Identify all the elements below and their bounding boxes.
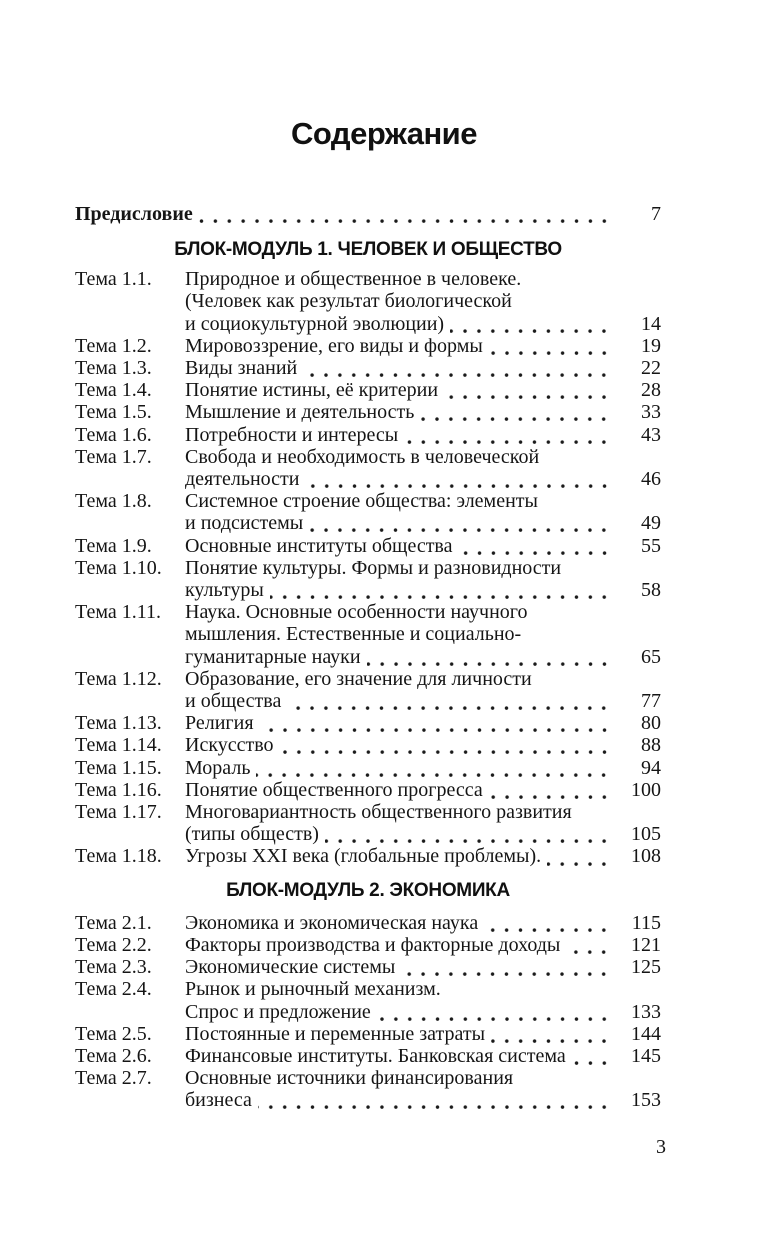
entry-label: Тема 1.13. <box>75 712 162 735</box>
dot-leader <box>306 468 614 490</box>
entry-title-text: Мораль <box>185 756 251 779</box>
toc-entry <box>75 934 661 956</box>
entry-body <box>185 379 661 401</box>
entry-title-text: Спрос и предложение <box>185 1000 371 1023</box>
entry-label: Тема 1.17. <box>75 801 162 824</box>
entry-line <box>185 912 661 934</box>
toc-sections <box>75 240 661 1111</box>
toc-entry <box>75 379 661 401</box>
entry-line <box>185 646 661 668</box>
dot-leader <box>270 579 613 601</box>
entry-line <box>185 690 661 712</box>
entry-label: Тема 1.6. <box>75 423 152 446</box>
entry-page-number: 65 <box>641 645 661 668</box>
entry-line <box>185 424 661 446</box>
entry-label: Тема 2.1. <box>75 911 152 934</box>
toc-entry <box>75 490 661 534</box>
toc-entry <box>75 424 661 446</box>
dot-leader <box>199 203 613 225</box>
entry-title-text: и социокультурной эволюции) <box>185 312 445 335</box>
entry-line <box>185 557 661 579</box>
entry-page-number: 94 <box>641 756 661 779</box>
entry-body <box>185 779 661 801</box>
dot-leader <box>367 646 613 668</box>
dot-leader <box>491 1023 613 1045</box>
entry-line <box>185 1089 661 1111</box>
toc-entry <box>75 401 661 423</box>
entry-line <box>185 934 661 956</box>
entry-title-text: мышления. Естественные и социально- <box>185 623 522 646</box>
entry-line <box>185 313 661 335</box>
entry-line <box>185 468 661 490</box>
entry-line <box>185 734 661 756</box>
entry-title-text: Постоянные и переменные затраты <box>185 1022 486 1045</box>
section-heading: БЛОК-МОДУЛЬ 2. ЭКОНОМИКА <box>226 879 510 901</box>
entry-body <box>185 801 661 845</box>
entry-title-text: Экономика и экономическая наука <box>185 911 479 934</box>
entry-body <box>185 268 661 335</box>
entry-line <box>185 978 661 1000</box>
entry-body <box>185 601 661 668</box>
entry-body <box>185 912 661 934</box>
toc-entry <box>75 357 661 379</box>
entry-page-number: 108 <box>631 845 661 868</box>
entry-label: Тема 1.14. <box>75 734 162 757</box>
entry-page-number: 19 <box>641 334 661 357</box>
dot-leader <box>401 956 613 978</box>
entry-page-number: 105 <box>631 823 661 846</box>
entry-body <box>185 668 661 712</box>
entry-line <box>185 668 661 690</box>
entry-title-text: Потребности и интересы <box>185 423 399 446</box>
entry-line <box>185 512 661 534</box>
entry-line <box>185 956 661 978</box>
entry-title-text: Наука. Основные особенности научного <box>185 601 528 624</box>
entry-label: Тема 1.10. <box>75 556 162 579</box>
toc-entry <box>75 956 661 978</box>
entry-body <box>185 535 661 557</box>
entry-line <box>185 712 661 734</box>
entry-page-number: 22 <box>641 357 661 380</box>
entry-title-text: Системное строение общества: элементы <box>185 490 538 513</box>
entry-page-number: 88 <box>641 734 661 757</box>
dot-leader <box>287 690 613 712</box>
entry-body <box>185 978 661 1022</box>
dot-leader <box>309 512 613 534</box>
entry-line <box>185 379 661 401</box>
entry-page-number: 46 <box>641 468 661 491</box>
entry-label: Тема 1.16. <box>75 778 162 801</box>
entry-label: Тема 1.7. <box>75 445 152 468</box>
entry-title-text: бизнеса <box>185 1089 252 1112</box>
dot-leader <box>258 1089 613 1111</box>
entry-label: Тема 1.1. <box>75 268 152 291</box>
preface-label: Предисловие <box>75 203 193 225</box>
entry-line <box>185 490 661 512</box>
entry-body <box>185 335 661 357</box>
entry-label: Тема 2.5. <box>75 1022 152 1045</box>
toc-entry <box>75 779 661 801</box>
entry-label: Тема 1.15. <box>75 756 162 779</box>
entry-page-number: 80 <box>641 712 661 735</box>
entry-label: Тема 2.6. <box>75 1044 152 1067</box>
entry-body <box>185 1067 661 1111</box>
entry-body <box>185 1045 661 1067</box>
entry-page-number: 153 <box>631 1089 661 1112</box>
entry-label: Тема 2.4. <box>75 978 152 1001</box>
entry-line <box>185 446 661 468</box>
toc-entry <box>75 268 661 335</box>
section-entries <box>75 912 661 1112</box>
entry-body <box>185 956 661 978</box>
toc-entry-preface <box>75 203 661 225</box>
entry-line <box>185 623 661 645</box>
toc-section <box>75 881 661 1112</box>
entry-body <box>185 424 661 446</box>
entry-page-number: 145 <box>631 1044 661 1067</box>
toc-entry <box>75 1023 661 1045</box>
section-heading: БЛОК-МОДУЛЬ 1. ЧЕЛОВЕК И ОБЩЕСТВО <box>174 239 562 261</box>
toc-entry <box>75 734 661 756</box>
entry-page-number: 125 <box>631 956 661 979</box>
toc-entry <box>75 912 661 934</box>
entry-line <box>185 801 661 823</box>
dot-leader <box>256 757 613 779</box>
entry-line <box>185 579 661 601</box>
entry-line <box>185 823 661 845</box>
entry-label: Тема 1.11. <box>75 601 161 624</box>
entry-label: Тема 1.18. <box>75 845 162 868</box>
entry-title-text: Виды знаний <box>185 357 298 380</box>
dot-leader <box>566 934 613 956</box>
entry-body <box>185 1023 661 1045</box>
dot-leader <box>303 357 613 379</box>
toc-entry <box>75 446 661 490</box>
entry-title-text: Религия <box>185 712 254 735</box>
toc-entry <box>75 557 661 601</box>
entry-page-number: 121 <box>631 933 661 956</box>
entry-page-number: 144 <box>631 1022 661 1045</box>
entry-line <box>185 1067 661 1089</box>
dot-leader <box>444 379 613 401</box>
entry-title-text: Экономические системы <box>185 956 396 979</box>
entry-label: Тема 1.8. <box>75 490 152 513</box>
entry-page-number: 58 <box>641 579 661 602</box>
entry-line <box>185 290 661 312</box>
section-entries <box>75 268 661 867</box>
dot-leader <box>325 823 613 845</box>
entry-label: Тема 1.3. <box>75 357 152 380</box>
entry-page-number: 55 <box>641 534 661 557</box>
dot-leader <box>489 779 613 801</box>
entry-title-text: Образование, его значение для личности <box>185 667 532 690</box>
entry-title-text: Факторы производства и факторные доходы <box>185 933 561 956</box>
entry-title-text: Основные институты общества <box>185 534 453 557</box>
entry-title-text: (Человек как результат биологической <box>185 290 512 313</box>
entry-label: Тема 1.5. <box>75 401 152 424</box>
toc-entry <box>75 535 661 557</box>
toc-entry <box>75 335 661 357</box>
entry-body <box>185 557 661 601</box>
entry-title-text: Многовариантность общественного развития <box>185 801 572 824</box>
entry-label: Тема 1.9. <box>75 534 152 557</box>
entry-title-text: Рынок и рыночный механизм. <box>185 978 441 1001</box>
entry-page-number: 77 <box>641 690 661 713</box>
entry-title-text: Природное и общественное в человеке. <box>185 268 522 291</box>
dot-leader <box>572 1045 613 1067</box>
dot-leader <box>459 535 614 557</box>
entry-label: Тема 2.3. <box>75 956 152 979</box>
entry-line <box>185 1045 661 1067</box>
entry-title-text: Свобода и необходимость в человеческой <box>185 445 540 468</box>
entry-label: Тема 1.4. <box>75 379 152 402</box>
entry-title-text: гуманитарные науки <box>185 645 361 668</box>
entry-label: Тема 2.2. <box>75 933 152 956</box>
toc-entry <box>75 601 661 668</box>
entry-body <box>185 712 661 734</box>
entry-body <box>185 401 661 423</box>
toc-entry <box>75 1045 661 1067</box>
toc-content <box>75 0 661 1112</box>
entry-line <box>185 268 661 290</box>
entry-page-number: 43 <box>641 423 661 446</box>
toc-entry <box>75 845 661 867</box>
dot-leader <box>450 313 613 335</box>
dot-leader <box>484 912 613 934</box>
toc-section <box>75 240 661 867</box>
entry-page-number: 14 <box>641 312 661 335</box>
entry-body <box>185 446 661 490</box>
dot-leader <box>280 734 613 756</box>
entry-label: Тема 2.7. <box>75 1067 152 1090</box>
entry-title-text: Искусство <box>185 734 274 757</box>
entry-title-text: Финансовые институты. Банковская система <box>185 1044 566 1067</box>
entry-title-text: культуры <box>185 579 264 602</box>
entry-page-number: 100 <box>631 778 661 801</box>
dot-leader <box>404 424 613 446</box>
dot-leader <box>377 1001 613 1023</box>
dot-leader <box>489 335 613 357</box>
entry-line <box>185 601 661 623</box>
entry-title-text: (типы обществ) <box>185 823 319 846</box>
entry-body <box>185 757 661 779</box>
entry-page-number: 49 <box>641 512 661 535</box>
entry-line <box>185 335 661 357</box>
preface-page-number: 7 <box>651 203 661 225</box>
entry-title-text: Угрозы XXI века (глобальные проблемы). <box>185 845 542 868</box>
entry-line <box>185 1023 661 1045</box>
entry-title-text: деятельности <box>185 468 300 491</box>
entry-page-number: 115 <box>631 911 661 934</box>
toc-entry <box>75 978 661 1022</box>
entry-label: Тема 1.12. <box>75 667 162 690</box>
dot-leader <box>260 712 613 734</box>
entry-title-text: и общества <box>185 690 282 713</box>
entry-title-text: Мировоззрение, его виды и формы <box>185 334 483 357</box>
entry-line <box>185 1001 661 1023</box>
entry-line <box>185 401 661 423</box>
entry-line <box>185 845 661 867</box>
entry-body <box>185 734 661 756</box>
toc-entry <box>75 712 661 734</box>
dot-leader <box>547 845 613 867</box>
entry-line <box>185 535 661 557</box>
entry-page-number: 28 <box>641 379 661 402</box>
toc-entry <box>75 757 661 779</box>
entry-page-number: 33 <box>641 401 661 424</box>
entry-title-text: Мышление и деятельность <box>185 401 415 424</box>
entry-line <box>185 779 661 801</box>
page-title: Содержание <box>291 115 477 151</box>
entry-page-number: 133 <box>631 1000 661 1023</box>
page-number: 3 <box>656 1136 666 1158</box>
entry-title-text: Основные источники финансирования <box>185 1067 514 1090</box>
dot-leader <box>420 401 613 423</box>
entry-title-text: Понятие общественного прогресса <box>185 778 483 801</box>
entry-line <box>185 757 661 779</box>
toc-entry <box>75 668 661 712</box>
entry-title-text: Понятие культуры. Формы и разновидности <box>185 556 562 579</box>
entry-body <box>185 490 661 534</box>
entry-label: Тема 1.2. <box>75 334 152 357</box>
entry-body <box>185 357 661 379</box>
toc-entry <box>75 801 661 845</box>
entry-title-text: и подсистемы <box>185 512 304 535</box>
entry-body <box>185 934 661 956</box>
entry-line <box>185 357 661 379</box>
entry-body <box>185 845 661 867</box>
toc-entry <box>75 1067 661 1111</box>
entry-title-text: Понятие истины, её критерии <box>185 379 439 402</box>
